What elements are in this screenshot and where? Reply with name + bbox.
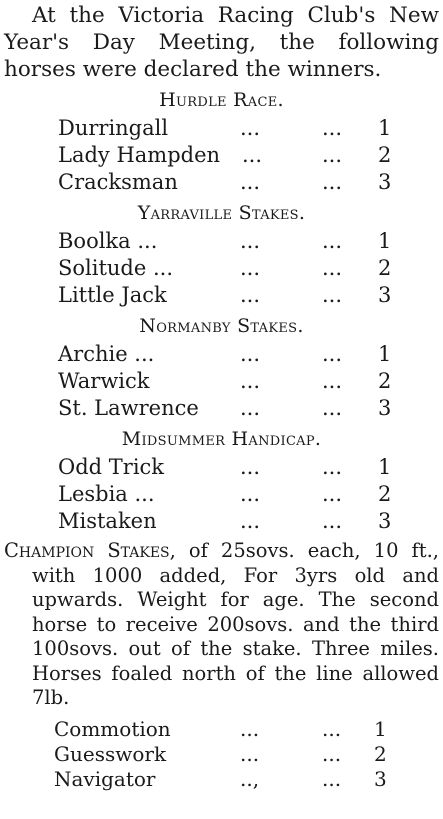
result-row — [4, 255, 439, 282]
leader-dots: ... — [322, 396, 343, 420]
leader-dots: ... — [322, 741, 342, 766]
leader-dots: ... — [322, 229, 343, 253]
race-heading: Normanby Stakes. — [139, 315, 304, 337]
champion-stakes-paragraph — [4, 539, 439, 711]
horse-name: Lesbia ... — [58, 482, 155, 506]
horse-name: Odd Trick — [58, 455, 165, 479]
leader-dots: ... — [322, 256, 343, 280]
intro-paragraph: At the Victoria Racing Club's New Year's Day Meeting, the following horses were declared the winners. — [4, 3, 439, 82]
place-number: 1 — [378, 116, 392, 140]
place-number: 1 — [378, 342, 392, 366]
race-heading: Yarraville Stakes. — [137, 202, 306, 224]
result-row — [4, 115, 439, 142]
horse-name: Guesswork — [54, 741, 167, 766]
place-number: 2 — [378, 256, 392, 280]
leader-dots: ... — [240, 369, 261, 393]
result-row — [4, 717, 439, 742]
result-row — [4, 454, 439, 481]
place-number: 3 — [378, 509, 392, 533]
leader-dots: ... — [322, 170, 343, 194]
leader-dots: ... — [322, 342, 343, 366]
champion-stakes-conditions: of 25sovs. each, 10 ft., with 1000 added, For 3yrs old and upwards. Weight for age. The second horse to receive 200sovs. and the third 100sovs. out of the stake. Three miles. Horses foaled north of the line allowed 7lb. — [32, 539, 439, 709]
leader-dots: ... — [240, 716, 260, 741]
place-number: 3 — [374, 766, 387, 791]
horse-name: Archie ... — [58, 342, 155, 366]
leader-dots: .., — [240, 766, 260, 791]
place-number: 2 — [378, 143, 392, 167]
race-section-hurdle — [4, 87, 439, 196]
place-number: 3 — [378, 283, 392, 307]
horse-name: Durringall — [58, 116, 169, 140]
leader-dots: ... — [240, 342, 261, 366]
result-row — [4, 341, 439, 368]
result-row — [4, 481, 439, 508]
place-number: 2 — [378, 482, 392, 506]
race-section-champion — [4, 539, 439, 792]
leader-dots: ... — [322, 283, 343, 307]
champion-stakes-title: Champion Stakes, — [4, 539, 176, 562]
leader-dots: ... — [240, 116, 261, 140]
race-section-normanby — [4, 313, 439, 422]
leader-dots: ... — [240, 396, 261, 420]
leader-dots: ... — [240, 509, 261, 533]
leader-dots: ... — [322, 766, 342, 791]
place-number: 3 — [378, 170, 392, 194]
race-section-yarraville — [4, 200, 439, 309]
horse-name: Mistaken — [58, 509, 157, 533]
leader-dots: ... — [322, 455, 343, 479]
result-row — [4, 742, 439, 767]
leader-dots: ... — [240, 482, 261, 506]
place-number: 2 — [374, 741, 387, 766]
place-number: 1 — [378, 229, 392, 253]
place-number: 1 — [378, 455, 392, 479]
horse-name: Warwick — [58, 369, 150, 393]
result-row — [4, 142, 439, 169]
leader-dots: ... — [322, 482, 343, 506]
result-row — [4, 228, 439, 255]
place-number: 3 — [378, 396, 392, 420]
horse-name: Little Jack — [58, 283, 167, 307]
place-number: 2 — [378, 369, 392, 393]
leader-dots: ... — [240, 170, 261, 194]
leader-dots: ... — [242, 143, 263, 167]
horse-name: Boolka ... — [58, 229, 158, 253]
leader-dots: ... — [240, 283, 261, 307]
leader-dots: ... — [240, 229, 261, 253]
result-row — [4, 508, 439, 535]
leader-dots: ... — [240, 256, 261, 280]
result-row — [4, 282, 439, 309]
leader-dots: ... — [322, 509, 343, 533]
result-row — [4, 368, 439, 395]
race-section-midsummer — [4, 426, 439, 535]
race-heading: Hurdle Race. — [159, 89, 284, 111]
result-row — [4, 767, 439, 792]
leader-dots: ... — [322, 116, 343, 140]
horse-name: Navigator — [54, 766, 156, 791]
leader-dots: ... — [240, 741, 260, 766]
leader-dots: ... — [322, 143, 343, 167]
leader-dots: ... — [240, 455, 261, 479]
race-heading: Midsummer Handicap. — [121, 428, 322, 450]
place-number: 1 — [374, 716, 387, 741]
result-row — [4, 169, 439, 196]
horse-name: Cracksman — [58, 170, 178, 194]
result-row — [4, 395, 439, 422]
horse-name: Commotion — [54, 716, 171, 741]
leader-dots: ... — [322, 716, 342, 741]
horse-name: St. Lawrence — [58, 396, 199, 420]
horse-name: Solitude ... — [58, 256, 173, 280]
horse-name: Lady Hampden — [58, 143, 221, 167]
leader-dots: ... — [322, 369, 343, 393]
